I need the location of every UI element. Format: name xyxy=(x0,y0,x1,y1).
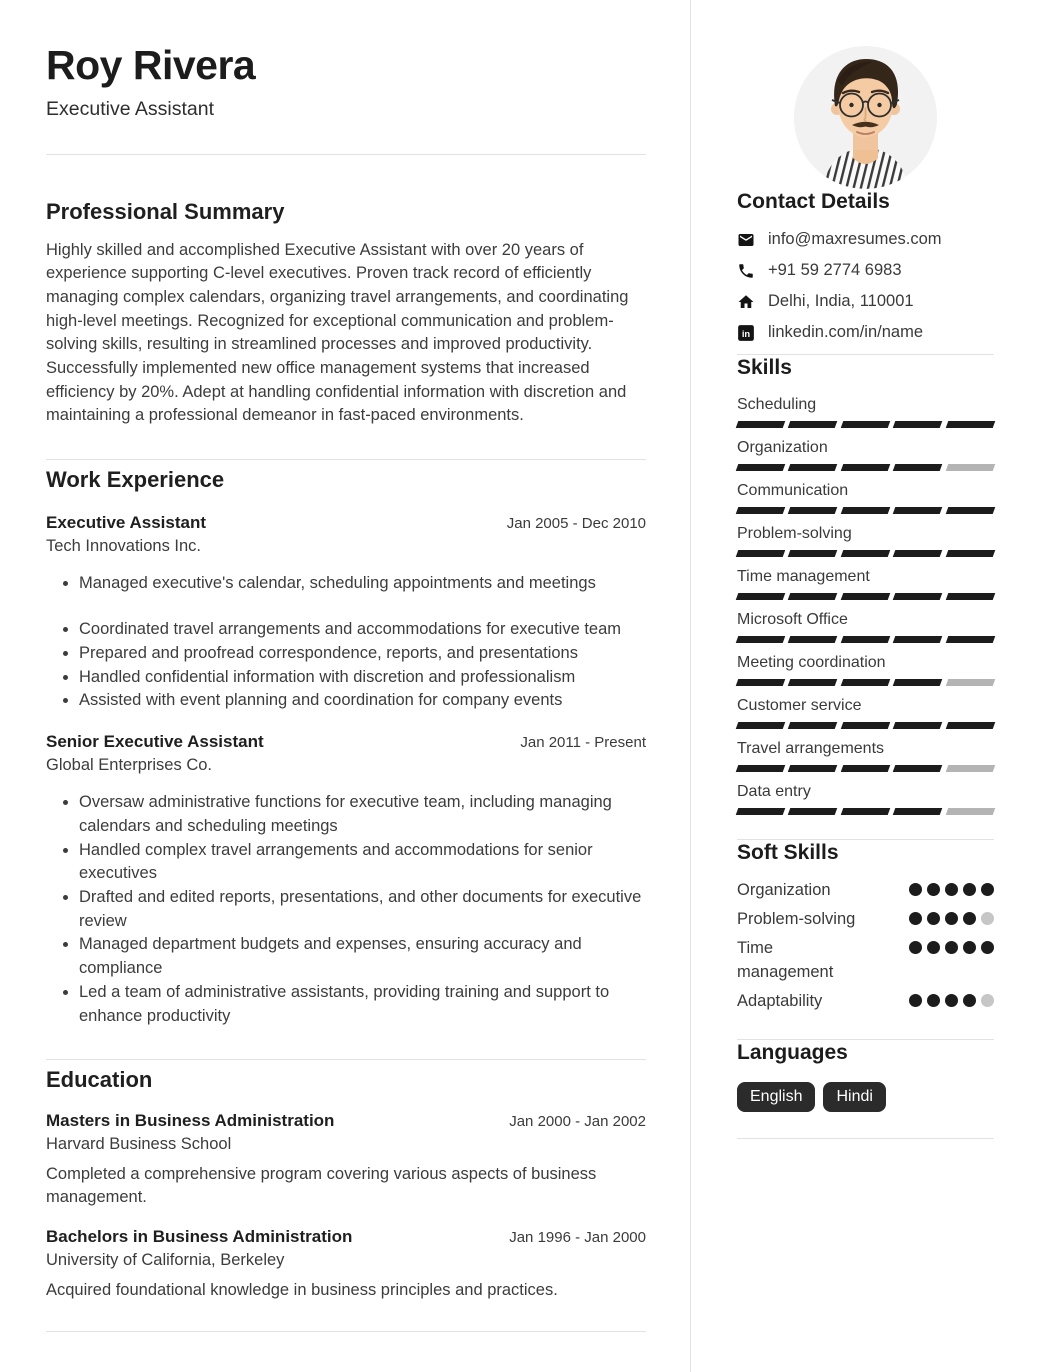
skill-bar-segment xyxy=(736,679,786,686)
job-bullet: • Assisted with event planning and coordination for company events xyxy=(79,689,646,713)
skill-bar-segment xyxy=(841,507,891,514)
contact-text: Delhi, India, 110001 xyxy=(768,292,914,311)
skill-item xyxy=(737,481,994,514)
soft-skill-dot xyxy=(927,994,940,1007)
skill-level-bar xyxy=(737,808,994,815)
soft-skill-dot xyxy=(945,994,958,1007)
skill-item xyxy=(737,524,994,557)
skill-bar-segment xyxy=(736,550,786,557)
skill-bar-segment xyxy=(841,421,891,428)
job-bullet: • Oversaw administrative functions for executive team, including managing calendars and scheduling meetings xyxy=(79,791,646,838)
skill-item xyxy=(737,567,994,600)
skill-bar-segment xyxy=(945,421,995,428)
skill-name: Problem-solving xyxy=(737,524,852,542)
skill-bar-segment xyxy=(841,464,891,471)
soft-skill-dot xyxy=(927,883,940,896)
contact-text: info@maxresumes.com xyxy=(768,230,942,249)
skill-item xyxy=(737,438,994,471)
skill-bar-segment xyxy=(788,421,838,428)
soft-skill-dot xyxy=(909,912,922,925)
sidebar xyxy=(737,0,994,1372)
job-company: Tech Innovations Inc. xyxy=(46,536,202,555)
skill-bar-segment xyxy=(788,464,838,471)
avatar-illustration xyxy=(794,46,937,189)
skill-level-bar xyxy=(737,550,994,557)
soft-skill-dot xyxy=(945,912,958,925)
skill-item xyxy=(737,696,994,729)
summary-section xyxy=(46,199,646,428)
skill-bar-segment xyxy=(841,636,891,643)
skill-name: Scheduling xyxy=(737,395,817,413)
languages-heading: Languages xyxy=(737,1040,848,1064)
column-divider xyxy=(690,0,691,1372)
linkedin-icon xyxy=(737,324,755,342)
skill-bar-segment xyxy=(945,550,995,557)
skill-bar-segment xyxy=(893,765,943,772)
soft-skill-dot xyxy=(909,941,922,954)
job-title-row xyxy=(46,512,646,534)
skill-bar-segment xyxy=(736,593,786,600)
skill-bar-segment xyxy=(788,722,838,729)
skill-bar-segment xyxy=(788,679,838,686)
experience-section xyxy=(46,467,646,1028)
skill-item xyxy=(737,653,994,686)
skill-name: Data entry xyxy=(737,782,811,800)
skill-bar-segment xyxy=(893,507,943,514)
job-title: Executive Assistant xyxy=(46,512,206,532)
job-dates: Jan 2011 - Present xyxy=(520,734,646,752)
skill-bar-segment xyxy=(945,679,995,686)
skills-heading: Skills xyxy=(737,356,792,380)
soft-skill-dot xyxy=(981,912,994,925)
skill-bar-segment xyxy=(945,722,995,729)
job-title: Senior Executive Assistant xyxy=(46,732,264,752)
soft-skill-name: Adaptability xyxy=(737,991,823,1010)
degree-title: Masters in Business Administration xyxy=(46,1110,335,1130)
person-name: Roy Rivera xyxy=(46,42,256,88)
contact-text: linkedin.com/in/name xyxy=(768,323,923,342)
job-bullet: • Prepared and proofread correspondence, reports, and presentations xyxy=(79,642,646,666)
soft-skill-dot xyxy=(909,883,922,896)
job-bullet: • Handled complex travel arrangements and accommodations for senior executives xyxy=(79,839,646,886)
skill-bar-segment xyxy=(788,808,838,815)
skill-level-bar xyxy=(737,679,994,686)
section-divider xyxy=(46,1059,646,1060)
soft-skill-dot xyxy=(927,912,940,925)
soft-skill-dots xyxy=(909,907,994,925)
skill-bar-segment xyxy=(736,421,786,428)
phone-icon xyxy=(737,262,755,280)
contact-item xyxy=(737,292,994,311)
skill-bar-segment xyxy=(945,765,995,772)
soft-skill-dot xyxy=(909,994,922,1007)
soft-skill-dot xyxy=(963,883,976,896)
education-heading: Education xyxy=(46,1067,153,1093)
languages-list xyxy=(737,1082,994,1112)
soft-skill-item xyxy=(737,936,994,984)
skill-level-bar xyxy=(737,636,994,643)
skill-bar-segment xyxy=(788,765,838,772)
skill-bar-segment xyxy=(736,507,786,514)
language-tag: Hindi xyxy=(823,1082,885,1112)
svg-text:in: in xyxy=(741,328,751,339)
skill-bar-segment xyxy=(945,636,995,643)
skill-bar-segment xyxy=(945,593,995,600)
skill-level-bar xyxy=(737,507,994,514)
job-list xyxy=(46,512,646,1029)
soft-skill-name: Time management xyxy=(737,938,834,981)
soft-skill-item xyxy=(737,878,994,902)
education-section xyxy=(46,1067,646,1303)
bottom-divider xyxy=(46,1331,646,1332)
skills-list xyxy=(737,395,994,815)
soft-skill-dot xyxy=(981,941,994,954)
contact-heading: Contact Details xyxy=(737,190,890,213)
skill-level-bar xyxy=(737,593,994,600)
skill-bar-segment xyxy=(893,464,943,471)
education-entry xyxy=(46,1226,646,1303)
contact-text: +91 59 2774 6983 xyxy=(768,261,902,280)
contact-item xyxy=(737,230,994,249)
profile-photo xyxy=(794,46,937,189)
skill-bar-segment xyxy=(841,808,891,815)
skill-bar-segment xyxy=(893,421,943,428)
skill-bar-segment xyxy=(893,636,943,643)
soft-skills-list xyxy=(737,878,994,1013)
language-tag: English xyxy=(737,1082,815,1112)
skill-bar-segment xyxy=(841,722,891,729)
skill-bar-segment xyxy=(736,636,786,643)
skill-bar-segment xyxy=(841,593,891,600)
skill-name: Microsoft Office xyxy=(737,610,848,628)
skill-name: Travel arrangements xyxy=(737,739,885,757)
job-bullet: • Led a team of administrative assistants, providing training and support to enhance productivity xyxy=(79,981,646,1028)
skill-bar-segment xyxy=(736,722,786,729)
skill-bar-segment xyxy=(736,464,786,471)
skill-bar-segment xyxy=(893,679,943,686)
job-dates: Jan 2005 - Dec 2010 xyxy=(506,514,646,532)
skill-name: Organization xyxy=(737,438,828,456)
skill-bar-segment xyxy=(893,808,943,815)
sidebar-divider xyxy=(737,1138,994,1139)
education-entry xyxy=(46,1110,646,1211)
soft-skill-item xyxy=(737,907,994,931)
home-icon xyxy=(737,293,755,311)
skill-level-bar xyxy=(737,464,994,471)
school-name: University of California, Berkeley xyxy=(46,1251,285,1270)
email-icon xyxy=(737,231,755,249)
resume-header xyxy=(46,42,646,121)
section-divider xyxy=(46,459,646,460)
job-bullet: • Drafted and edited reports, presentations, and other documents for executive review xyxy=(79,886,646,933)
skill-level-bar xyxy=(737,421,994,428)
soft-skills-heading: Soft Skills xyxy=(737,840,839,864)
skill-bar-segment xyxy=(945,808,995,815)
skill-name: Communication xyxy=(737,481,849,499)
job-bullets xyxy=(46,572,646,714)
job-entry xyxy=(46,731,646,1028)
soft-skill-dots xyxy=(909,989,994,1007)
job-entry xyxy=(46,512,646,714)
job-bullets xyxy=(46,791,646,1028)
degree-row xyxy=(46,1110,646,1132)
header-divider xyxy=(46,154,646,155)
soft-skill-name: Organization xyxy=(737,880,831,899)
summary-text: Highly skilled and accomplished Executive Assistant with over 20 years of experience supporting C-level executives. Proven track record of efficiently managing complex calendars, organizing travel arrangements, and coordinating high-level meetings. Recognized for exceptional communication and problem-solving skills, resulting in streamlined processes and improved productivity. Successfully implemented new office management systems that increased efficiency by 20%. Adept at handling confidential information with discretion and maintaining a professional demeanor in fast-paced environments. xyxy=(46,240,629,425)
skill-item xyxy=(737,610,994,643)
education-description: Acquired foundational knowledge in business principles and practices. xyxy=(46,1281,558,1300)
skill-bar-segment xyxy=(788,507,838,514)
contact-item xyxy=(737,261,994,280)
skill-bar-segment xyxy=(893,593,943,600)
education-dates: Jan 2000 - Jan 2002 xyxy=(509,1112,646,1130)
soft-skill-dot xyxy=(927,941,940,954)
soft-skill-dot xyxy=(945,883,958,896)
skill-name: Meeting coordination xyxy=(737,653,886,671)
skill-bar-segment xyxy=(841,679,891,686)
soft-skill-dot xyxy=(963,941,976,954)
skill-name: Customer service xyxy=(737,696,862,714)
soft-skill-dots xyxy=(909,936,994,954)
job-bullet: • Managed executive's calendar, scheduling appointments and meetings xyxy=(79,572,646,596)
soft-skill-dot xyxy=(981,994,994,1007)
skill-bar-segment xyxy=(945,464,995,471)
contact-list xyxy=(737,230,994,342)
job-bullet: • Coordinated travel arrangements and accommodations for executive team xyxy=(79,618,646,642)
job-company: Global Enterprises Co. xyxy=(46,756,212,775)
skill-level-bar xyxy=(737,722,994,729)
skill-bar-segment xyxy=(788,550,838,557)
skill-bar-segment xyxy=(736,765,786,772)
main-column xyxy=(46,0,646,1372)
job-title-row xyxy=(46,731,646,753)
degree-title: Bachelors in Business Administration xyxy=(46,1227,353,1247)
skill-bar-segment xyxy=(893,722,943,729)
education-list xyxy=(46,1110,646,1303)
skill-bar-segment xyxy=(736,808,786,815)
skill-item xyxy=(737,395,994,428)
soft-skill-dot xyxy=(963,994,976,1007)
education-dates: Jan 1996 - Jan 2000 xyxy=(509,1229,646,1247)
summary-heading: Professional Summary xyxy=(46,199,285,225)
skill-bar-segment xyxy=(788,636,838,643)
skill-bar-segment xyxy=(788,593,838,600)
degree-row xyxy=(46,1226,646,1248)
soft-skill-dots xyxy=(909,878,994,896)
person-job-title: Executive Assistant xyxy=(46,98,214,121)
experience-heading: Work Experience xyxy=(46,467,225,493)
soft-skill-item xyxy=(737,989,994,1013)
skill-bar-segment xyxy=(841,550,891,557)
skill-bar-segment xyxy=(945,507,995,514)
soft-skill-dot xyxy=(945,941,958,954)
job-bullet: • Managed department budgets and expenses, ensuring accuracy and compliance xyxy=(79,933,646,980)
soft-skill-name: Problem-solving xyxy=(737,909,856,928)
soft-skill-dot xyxy=(963,912,976,925)
skill-bar-segment xyxy=(841,765,891,772)
skill-bar-segment xyxy=(893,550,943,557)
skill-item xyxy=(737,739,994,772)
skill-item xyxy=(737,782,994,815)
soft-skill-dot xyxy=(981,883,994,896)
job-bullet: • Handled confidential information with discretion and professionalism xyxy=(79,666,646,690)
school-name: Harvard Business School xyxy=(46,1134,232,1153)
skill-level-bar xyxy=(737,765,994,772)
contact-item xyxy=(737,323,994,342)
education-description: Completed a comprehensive program covering various aspects of business management. xyxy=(46,1164,597,1207)
skill-name: Time management xyxy=(737,567,870,585)
